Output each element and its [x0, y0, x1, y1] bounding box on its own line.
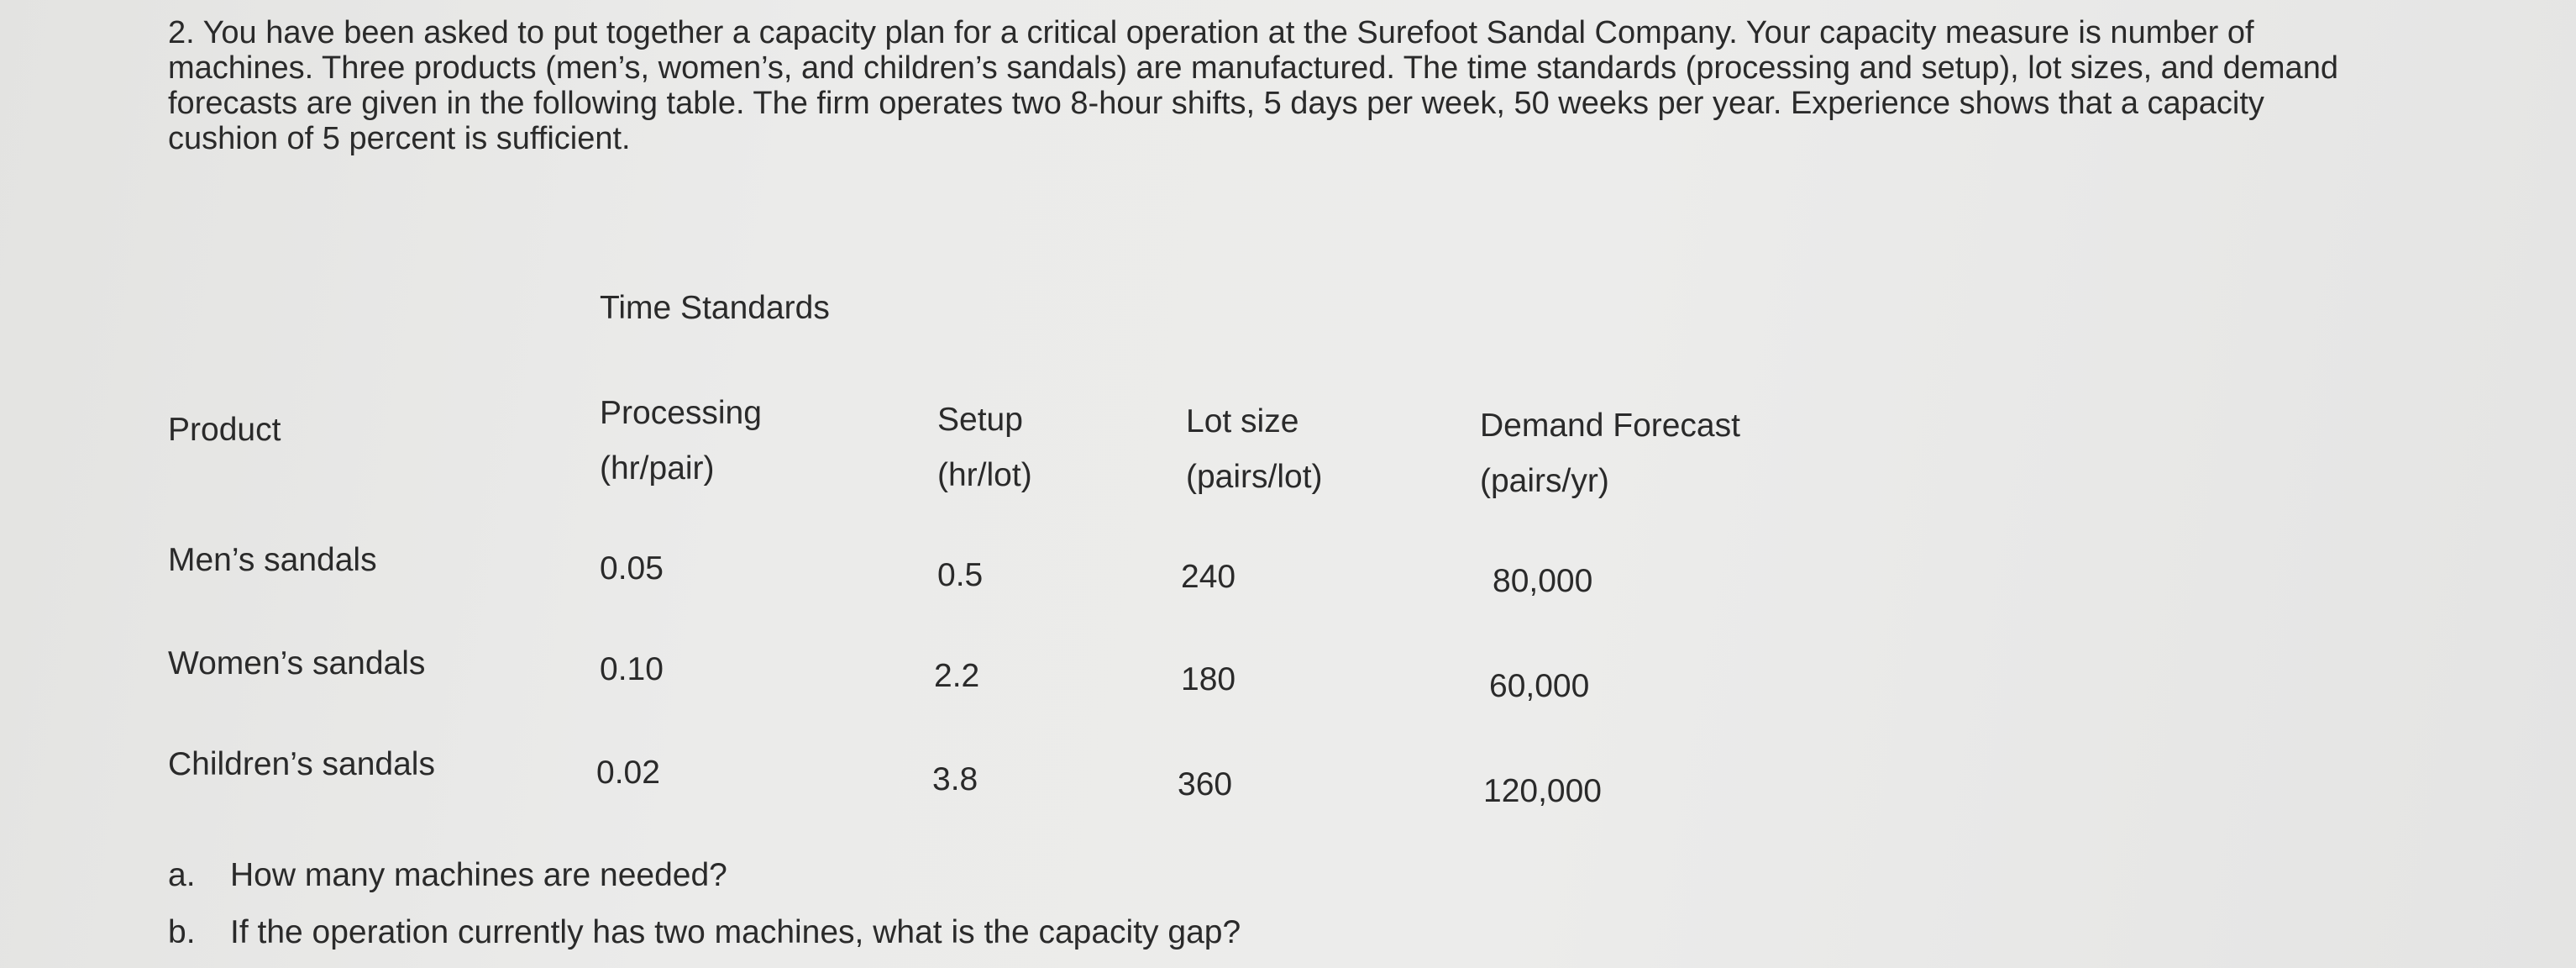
- question-letter: a.: [168, 857, 196, 893]
- row-product: Women’s sandals: [168, 645, 426, 681]
- lot-size-header: [1186, 403, 1323, 496]
- demand-header-unit: (pairs/yr): [1480, 463, 1609, 499]
- problem-line: 2. You have been asked to put together a capacity plan for a critical operation at the Surefoot Sandal Company. Your capacity measure is number of: [168, 15, 2254, 50]
- row-lot-size: 240: [1181, 559, 1236, 595]
- row-setup: 2.2: [934, 658, 980, 694]
- row-demand: 60,000: [1489, 668, 1590, 704]
- processing-header-unit: (hr/pair): [600, 450, 715, 487]
- lot-size-header-label: Lot size: [1186, 403, 1299, 439]
- setup-header-label: Setup: [937, 402, 1023, 438]
- row-demand: 120,000: [1483, 773, 1602, 809]
- row-product: Children’s sandals: [168, 746, 435, 782]
- question-letter: b.: [168, 914, 196, 950]
- row-product: Men’s sandals: [168, 542, 377, 578]
- setup-header-unit: (hr/lot): [937, 457, 1032, 493]
- problem-line: cushion of 5 percent is sufficient.: [168, 121, 631, 156]
- question-list: [168, 847, 1241, 961]
- row-demand: 80,000: [1493, 563, 1593, 599]
- row-processing: 0.02: [596, 755, 660, 791]
- time-standards-header: Time Standards: [600, 290, 830, 326]
- demand-header-label: Demand Forecast: [1480, 408, 1740, 444]
- row-setup: 0.5: [937, 557, 984, 593]
- setup-header: [937, 402, 1032, 494]
- product-header: Product: [168, 412, 281, 448]
- question-text: If the operation currently has two machines, what is the capacity gap?: [230, 914, 1241, 950]
- problem-line: forecasts are given in the following table. The firm operates two 8-hour shifts, 5 days per week, 50 weeks per year. Experience shows that a capacity: [168, 86, 2264, 121]
- question-item: [168, 847, 1241, 904]
- problem-line: machines. Three products (men’s, women’s, and children’s sandals) are manufactured. The time standards (processing and setup), lot sizes, and demand: [168, 50, 2338, 86]
- processing-header: [600, 395, 762, 487]
- problem-statement: [168, 15, 2520, 156]
- row-processing: 0.10: [600, 651, 664, 687]
- row-processing: 0.05: [600, 550, 664, 587]
- lot-size-header-unit: (pairs/lot): [1186, 459, 1323, 495]
- row-lot-size: 360: [1178, 766, 1233, 802]
- processing-header-label: Processing: [600, 395, 762, 431]
- question-text: How many machines are needed?: [230, 857, 727, 893]
- question-item: [168, 904, 1241, 961]
- row-lot-size: 180: [1181, 661, 1236, 697]
- row-setup: 3.8: [932, 761, 978, 797]
- demand-header: [1480, 408, 1740, 500]
